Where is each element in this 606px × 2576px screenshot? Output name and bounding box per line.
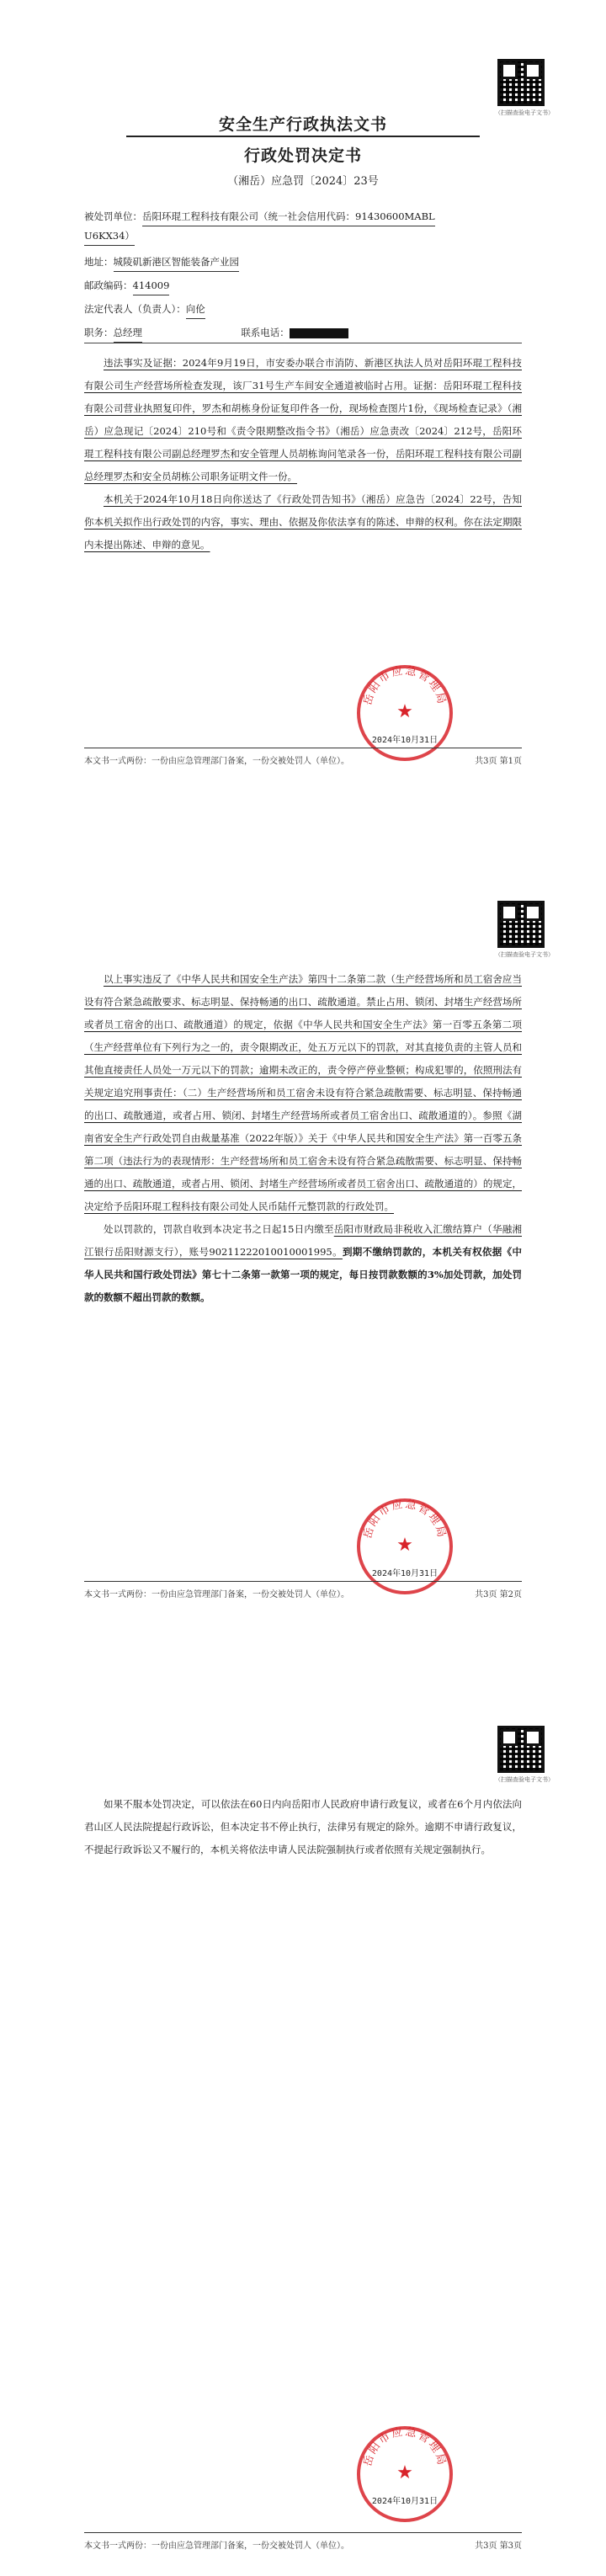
address-label: 地址：	[84, 256, 114, 268]
footer-copies: 本文书一式两份：一份由应急管理部门备案，一份交被处罚人（单位）。	[84, 2541, 349, 2551]
payment-lead: 处以罚款的，罚款自收到本决定书之日起15日内缴至	[104, 1223, 334, 1235]
qr-code[interactable]	[495, 1726, 554, 1784]
violation-paragraph: 以上事实违反了《中华人民共和国安全生产法》第四十二条第二款（生产经营场所和员工宿舍应当设有符合紧急疏散要求、标志明显、保持畅通的出口、疏散通道。禁止占用、锁闭、封堵生产经营场所或者员工宿舍的出口、疏散通道）的规定，依据《中华人民共和国安全生产法》第一百零五条第二项（生产经营单位有下列行为之一的，责令限期改正，处五万元以下的罚款，对其直接负责的主管人员和其他直接责任人员处一万元以下的罚款；逾期未改正的，责令停产停业整顿；构成犯罪的，依照刑法有关规定追究刑事责任：（二）生产经营场所和员工宿舍未设有符合紧急疏散需要、标志明显、保持畅通的出口、疏散通道，或者占用、锁闭、封堵生产经营场所或者员工宿舍出口、疏散通道的）。参照《湖南省安全生产行政处罚自由裁量基准（2022年版）》关于《中华人民共和国安全生产法》第一百零五条第二项（违法行为的表现情形：生产经营场所和员工宿舍未设有符合紧急疏散需要、标志明显、保持畅通的出口、疏散通道，或者占用、锁闭、封堵生产经营场所或者员工宿舍出口、疏散通道的）的规定，决定给予岳阳环琨工程科技有限公司处人民币陆仟元整罚款的行政处罚。	[84, 973, 522, 1212]
page-number: 共3页 第2页	[475, 1590, 522, 1599]
svg-text:★: ★	[396, 701, 413, 722]
qr-caption: （扫描查验电子文书）	[495, 1776, 554, 1783]
svg-text:★: ★	[396, 1535, 413, 1556]
footer-divider	[84, 2532, 522, 2533]
legal-rep-label: 法定代表人（负责人）：	[84, 303, 186, 315]
qr-caption: （扫描查验电子文书）	[495, 951, 554, 958]
payment-account: 岳阳市财政局非税收入汇缴结算户（华融湘江银行岳阳财源支行），账号90211222010010001995。	[84, 1223, 522, 1258]
phone-label: 联系电话：	[241, 327, 290, 338]
footer-copies: 本文书一式两份：一份由应急管理部门备案，一份交被处罚人（单位）。	[84, 757, 349, 766]
footer-copies: 本文书一式两份：一份由应急管理部门备案，一份交被处罚人（单位）。	[84, 1590, 349, 1599]
appeal-paragraph: 如果不服本处罚决定，可以依法在60日内向岳阳市人民政府申请行政复议，或者在6个月内依法向君山区人民法院提起行政诉讼，但本决定书不停止执行，法律另有规定的除外。逾期不申请行政复议，不提起行政诉讼又不履行的，本机关将依法申请人民法院强制执行或者依照有关规定强制执行。	[84, 1798, 522, 1855]
facts-section	[84, 352, 522, 556]
title-divider	[126, 136, 480, 137]
document-page-2	[0, 850, 606, 1650]
document-title: 安全生产行政执法文书	[218, 115, 387, 134]
violation-section	[84, 968, 522, 1309]
page-number: 共3页 第3页	[475, 2541, 522, 2551]
legal-rep-value: 向伦	[186, 300, 205, 319]
address-value: 城陵矶新港区智能装备产业园	[114, 253, 240, 272]
address-field	[84, 253, 522, 272]
postcode-label: 邮政编码：	[84, 279, 133, 291]
party-field	[84, 207, 522, 246]
late-penalty-text: 到期不缴纳罚款的，本机关有权依据《中华人民共和国行政处罚法》第七十二条第一款第一项的规定，每日按罚款数额的3%加处罚款，加处罚款的数额不超出罚款的数额。	[84, 1246, 522, 1303]
appeal-section	[84, 1793, 522, 1861]
facts-paragraph: 违法事实及证据：2024年9月19日，市安委办联合市消防、新港区执法人员对岳阳环琨工程科技有限公司生产经营场所检查发现，该厂31号生产车间安全通道被临时占用。证据：岳阳环琨工程科技有限公司营业执照复印件，罗杰和胡栋身份证复印件各一份，现场检查图片1份，《现场检查记录》（湘岳）应急现记〔2024〕210号和《责令限期整改指令书》（湘岳）应急责改〔2024〕212号，岳阳环琨工程科技有限公司副总经理罗杰和安全管理人员胡栋询问笔录各一份，岳阳环琨工程科技有限公司副总经理罗杰和安全员胡栋公司职务证明文件一份。	[84, 357, 522, 482]
qr-caption: （扫描查验电子文书）	[495, 109, 554, 116]
postcode-field	[84, 276, 522, 295]
document-subtitle: 行政处罚决定书	[243, 146, 362, 165]
payment-paragraph	[84, 1218, 522, 1309]
page-number: 共3页 第1页	[475, 757, 522, 766]
position-phone-field	[84, 323, 522, 343]
qr-code[interactable]	[495, 59, 554, 117]
position-label: 职务：	[84, 327, 114, 338]
seal-icon	[355, 2424, 454, 2524]
qr-code[interactable]	[495, 901, 554, 959]
official-seal	[355, 2424, 454, 2524]
document-page-3	[0, 1692, 606, 2576]
document-number: （湘岳）应急罚〔2024〕23号	[227, 175, 379, 188]
seal-date: 2024年10月31日	[371, 1569, 439, 1578]
postcode-value: 414009	[133, 276, 170, 295]
party-value-continued: U6KX34）	[84, 226, 135, 246]
svg-text:岳阳市应急管理局: 岳阳市应急管理局	[361, 1498, 449, 1541]
footer-divider	[84, 1581, 522, 1582]
svg-text:★: ★	[396, 2462, 413, 2483]
svg-text:岳阳市应急管理局: 岳阳市应急管理局	[361, 2425, 449, 2468]
party-label: 被处罚单位：	[84, 210, 142, 222]
qr-code-icon	[497, 59, 545, 106]
party-value: 岳阳环琨工程科技有限公司（统一社会信用代码：91430600MABL	[142, 207, 435, 226]
legal-rep-field	[84, 300, 522, 319]
redacted-phone	[290, 328, 348, 338]
position-value: 总经理	[114, 323, 143, 343]
svg-text:岳阳市应急管理局: 岳阳市应急管理局	[361, 664, 449, 707]
seal-date: 2024年10月31日	[371, 736, 439, 745]
notice-paragraph: 本机关于2024年10月18日向你送达了《行政处罚告知书》（湘岳）应急告〔2024〕22号，告知你本机关拟作出行政处罚的内容，事实、理由、依据及你依法享有的陈述、申辩的权利。你在法定期限内未提出陈述、申辩的意见。	[84, 493, 522, 551]
document-page-1	[0, 0, 606, 808]
qr-code-icon	[497, 901, 545, 948]
qr-code-icon	[497, 1726, 545, 1773]
seal-date: 2024年10月31日	[371, 2497, 439, 2506]
